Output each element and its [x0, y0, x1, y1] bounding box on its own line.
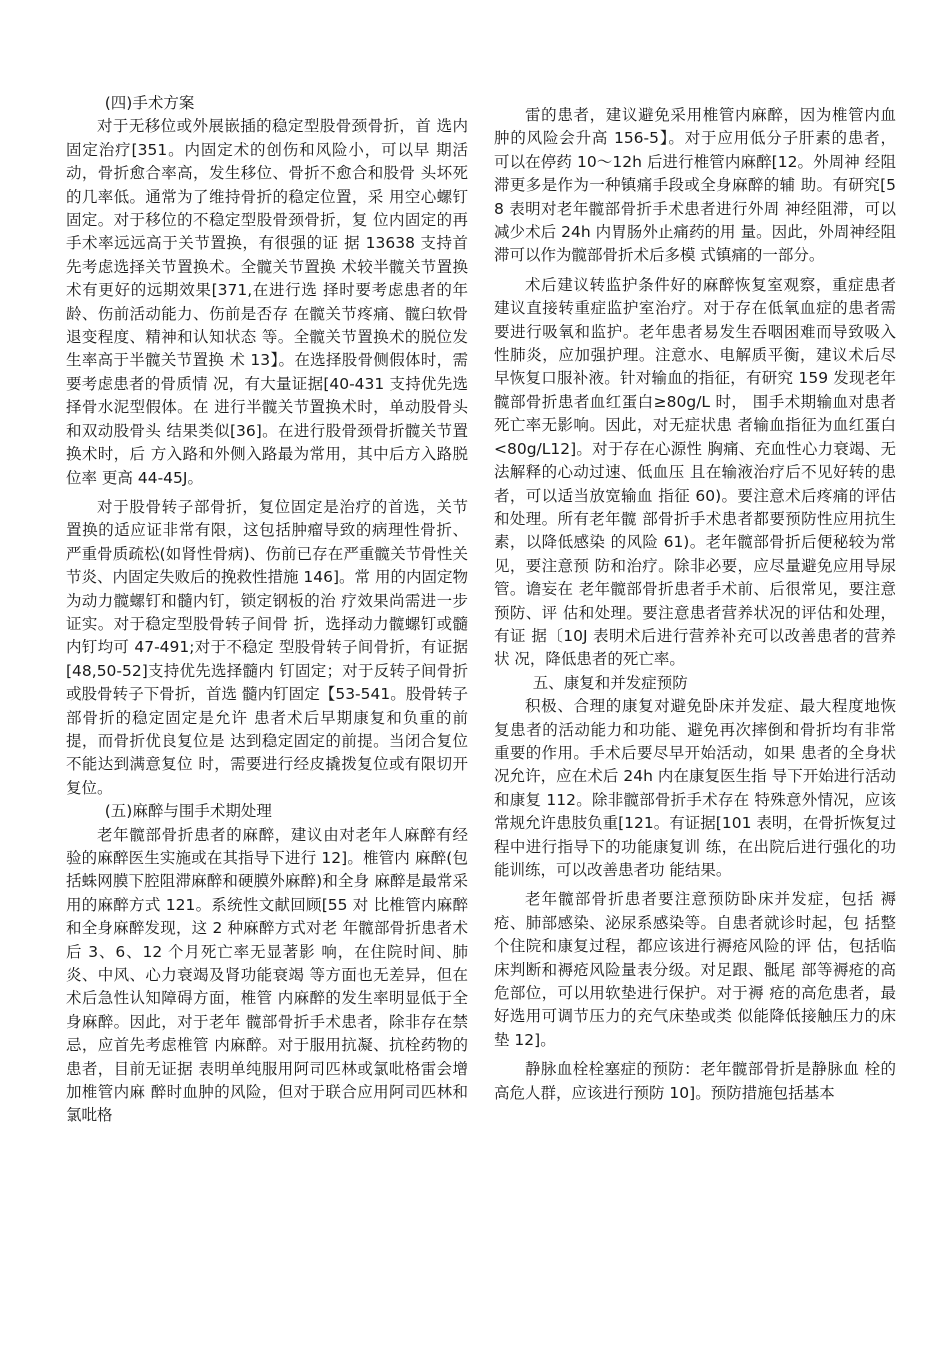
paragraph-anesthesia-continued: 雷的患者，建议避免采用椎管内麻醉，因为椎管内血肿的风险会升高 156-5】。对于应用低分子肝素的患者， 可以在停药 10～12h 后进行椎管内麻醉[12。外周神 经阻滞更多是作为一种镇痛手段或全身麻醉的辅 助。有研究[58 表明对老年髋部骨折手术患者进行外周 神经阻滞，可以减少术后 24h 内胃肠外止痛药的用 量。因此，外周神经阻滞可以作为髋部骨折术后多模 式镇痛的一部分。 — [494, 106, 896, 265]
section-heading-rehabilitation: 五、康复和并发症预防 — [532, 673, 688, 692]
paragraph-femoral-neck-fracture: 对于无移位或外展嵌插的稳定型股骨颈骨折，首 选内固定治疗[351。内固定术的创伤和风险小，可以早 期活动，骨折愈合率高，发生移位、骨折不愈合和股骨 头坏死的几率低。通常为了维持骨折的稳定位置，采 用空心螺钉固定。对于移位的不稳定型股骨颈骨折，复 位内固定的再手术率远远高于关节置换，有很强的证 据 13638 支持首先考虑选择关节置换术。全髋关节置换 术较半髋关节置换术有更好的远期效果[371,在进行选 择时要考虑患者的年龄、伤前活动能力、伤前是否存 在髋关节疼痛、髋臼软骨退变程度、精神和认知状态 等。全髋关节置换术的脱位发生率高于半髋关节置换 术 13】。在选择股骨侧假体时，需要考虑患者的骨质情 况，有大量证据[40-431 支持优先选择骨水泥型假体。在 进行半髋关节置换术时，单动股骨头和双动股骨头 结果类似[36]。在进行股骨颈骨折髋关节置换术时，后 方入路和外侧入路最为常用，其中后方入路脱位率 更高 44-45J。 — [66, 117, 468, 487]
section-heading-surgery-plan: (四)手术方案 — [104, 94, 195, 112]
paragraph-bedrest-complications: 老年髋部骨折患者要注意预防卧床并发症，包括 褥疮、肺部感染、泌尿系感染等。自患者就诊时起，包 括整个住院和康复过程，都应该进行褥疮风险的评 估，包括临床判断和褥疮风险量表分级。对足跟、骶尾 部等褥疮的高危部位，可以用软垫进行保护。对于褥 疮的高危患者，最好选用可调节压力的充气床垫或类 似能降低接触压力的床垫 12]。 — [494, 890, 896, 1049]
paragraph-vte-prevention: 静脉血栓栓塞症的预防：老年髋部骨折是静脉血 栓的高危人群，应该进行预防 10]。预防措施包括基本 — [494, 1060, 896, 1102]
paragraph-postoperative-care: 术后建议转监护条件好的麻醉恢复室观察，重症患者建议直接转重症监护室治疗。对于存在低氧血症的患者需要进行吸氧和监护。老年患者易发生吞咽困难而导致吸入性肺炎，应加强护理。注意水、电解质平衡，建议术后尽早恢复口服补液。针对输血的指征，有研究 159 发现老年髋部骨折患者血红蛋白≥80g/L 时， 围手术期输血对患者死亡率无影响。因此，对无症状患 者输血指征为血红蛋白<80g/L12]。对于存在心源性 胸痛、充血性心力衰竭、无法解释的心动过速、低血压 且在输液治疗后不见好转的患者，可以适当放宽输血 指征 60)。要注意术后疼痛的评估和处理。所有老年髋 部骨折手术患者都要预防性应用抗生素，以降低感染 的风险 61)。老年髋部骨折后便秘较为常见，要注意预 防和治疗。除非必要，应尽量避免应用导尿管。谵妄在 老年髋部骨折患者手术前、后很常见，要注意预防、评 估和处理。要注意患者营养状况的评估和处理，有证 据〔10J 表明术后进行营养补充可以改善患者的营养状 况，降低患者的死亡率。 — [494, 275, 896, 669]
paragraph-trochanteric-fracture: 对于股骨转子部骨折，复位固定是治疗的首选，关节置换的适应证非常有限，这包括肿瘤导致的病理性骨折、严重骨质疏松(如肾性骨病)、伤前已存在严重髋关节骨性关节炎、内固定失败后的挽救性措施 146]。常 用的内固定物为动力髋螺钉和髓内钉，锁定钢板的治 疗效果尚需进一步证实。对于稳定型股骨转子间骨 折，选择动力髋螺钉或髓内钉均可 47-491;对于不稳定 型股骨转子间骨折，有证据[48,50-52]支持优先选择髓内 钉固定；对于反转子间骨折或股骨转子下骨折，首选 髓内钉固定【53-541。股骨转子部骨折的稳定固定是允许 患者术后早期康复和负重的前提，而骨折优良复位是 达到稳定固定的前提。当闭合复位不能达到满意复位 时，需要进行经皮撬拨复位或有限切开复位。 — [66, 497, 468, 797]
right-column — [494, 104, 896, 1105]
paragraph-anesthesia: 老年髋部骨折患者的麻醉，建议由对老年人麻醉有经验的麻醉医生实施或在其指导下进行 12]。椎管内 麻醉(包括蛛网膜下腔阻滞麻醉和硬膜外麻醉)和全身 麻醉是最常采用的麻醉方式 121。系统性文献回顾[55 对 比椎管内麻醉和全身麻醉发现，这 2 种麻醉方式对老 年髋部骨折患者术后 3、6、12 个月死亡率无显著影 响，在住院时间、肺炎、中风、心力衰竭及肾功能衰竭 等方面也无差异，但在术后急性认知障碍方面，椎管 内麻醉的发生率明显低于全身麻醉。因此，对于老年 髋部骨折手术患者，除非存在禁忌，应首先考虑椎管 内麻醉。对于服用抗凝、抗栓药物的患者，目前无证据 表明单纯服用阿司匹林或氯吡格雷会增加椎管内麻 醉时血肿的风险，但对于联合应用阿司匹林和氯吡格 — [66, 825, 468, 1125]
paragraph-rehabilitation: 积极、合理的康复对避免卧床并发症、最大程度地恢复患者的活动能力和功能、避免再次摔倒和骨折均有非常重要的作用。手术后要尽早开始活动，如果 患者的全身状况允许，应在术后 24h 内在康复医生指 导下开始进行活动和康复 112。除非髋部骨折手术存在 特殊意外情况，应该常规允许患肢负重[121。有证据[101 表明，在骨折恢复过程中进行指导下的功能康复训 练，在出院后进行强化的功能训练，可以改善患者功 能结果。 — [494, 697, 896, 879]
left-column — [66, 92, 468, 1128]
section-heading-anesthesia: (五)麻醉与围手术期处理 — [104, 802, 272, 821]
